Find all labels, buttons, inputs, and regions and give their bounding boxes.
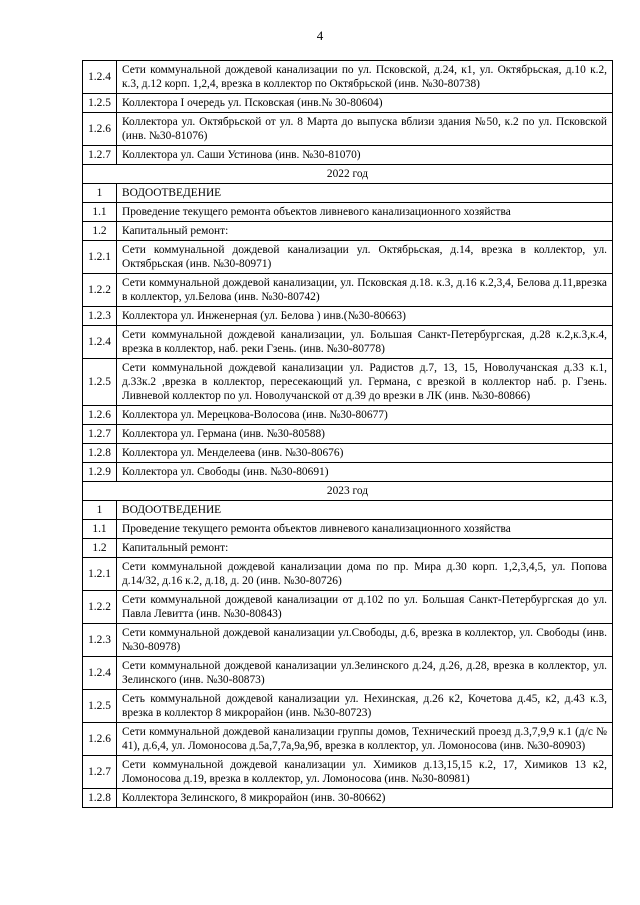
year-heading: 2023 год <box>83 482 613 501</box>
item-number: 1.2.5 <box>83 359 117 406</box>
item-description: Коллектора ул. Саши Устинова (инв. №30-81070) <box>117 146 613 165</box>
table-body <box>83 61 613 808</box>
item-description: Сети коммунальной дождевой канализации группы домов, Технический проезд д.3,7,9,9 к.1 (д/с № 41), д.6,4, ул. Ломоносова д.5а,7,7а,9а,9б, врезка в коллектор, ул. Ломоносова (инв. №30-80903) <box>117 723 613 756</box>
year-row <box>83 482 613 501</box>
item-description: Сети коммунальной дождевой канализации ул. Октябрьская, д.14, врезка в коллектор, ул. Октябрьская (инв. №30-80971) <box>117 241 613 274</box>
item-number: 1.2.5 <box>83 94 117 113</box>
table-row <box>83 241 613 274</box>
table-row <box>83 657 613 690</box>
table-row <box>83 591 613 624</box>
item-number: 1 <box>83 501 117 520</box>
item-number: 1.2.4 <box>83 326 117 359</box>
item-number: 1.2.7 <box>83 146 117 165</box>
item-description: Коллектора ул. Октябрьской от ул. 8 Марта до выпуска вблизи здания №50, к.2 по ул. Псковской (инв. №30-81076) <box>117 113 613 146</box>
item-description: Коллектора ул. Германа (инв. №30-80588) <box>117 425 613 444</box>
item-description: Сети коммунальной дождевой канализации ул. Радистов д.7, 13, 15, Новолучанская д.33 к.1, д.33к.2 ,врезка в коллектор, пересекающий ул. Германа, с врезкой в коллектор наб. р. Гзень. Ливневой коллектор по ул. Новолучанской от д.39 до врезки в ЛК (инв. №30-80866) <box>117 359 613 406</box>
table-row <box>83 406 613 425</box>
works-table <box>82 60 613 808</box>
table-row <box>83 146 613 165</box>
item-description: Коллектора ул. Мерецкова-Волосова (инв. №30-80677) <box>117 406 613 425</box>
item-number: 1.2.5 <box>83 690 117 723</box>
page-number: 4 <box>316 28 324 43</box>
item-description: Сети коммунальной дождевой канализации, ул. Псковская д.18. к.3, д.16 к.2,3,4, Белова д.11,врезка в коллектор, ул.Белова (инв. №30-80742) <box>117 274 613 307</box>
table-row <box>83 425 613 444</box>
table-row <box>83 203 613 222</box>
item-description: Коллектора ул. Инженерная (ул. Белова ) инв.(№30-80663) <box>117 307 613 326</box>
table-row <box>83 463 613 482</box>
year-heading: 2022 год <box>83 165 613 184</box>
item-number: 1.2 <box>83 222 117 241</box>
item-number: 1.2.6 <box>83 113 117 146</box>
item-number: 1.1 <box>83 520 117 539</box>
table-row <box>83 520 613 539</box>
year-row <box>83 165 613 184</box>
item-description: Коллектора ул. Свободы (инв. №30-80691) <box>117 463 613 482</box>
item-description: Капитальный ремонт: <box>117 222 613 241</box>
table-row <box>83 326 613 359</box>
item-description: Сети коммунальной дождевой канализации ул.Зелинского д.24, д.26, д.28, врезка в коллектор, ул. Зелинского (инв. №30-80873) <box>117 657 613 690</box>
item-number: 1.2.6 <box>83 723 117 756</box>
item-description: Сети коммунальной дождевой канализации, ул. Большая Санкт-Петербургская, д.28 к.2,к.3,к.4, врезка в коллектор, наб. реки Гзень. (инв. №30-80778) <box>117 326 613 359</box>
item-description: Сеть коммунальной дождевой канализации ул. Нехинская, д.26 к2, Кочетова д.45, к2, д.43 к.3, врезка в коллектор 8 микрорайон (инв. №30-80723) <box>117 690 613 723</box>
table-row <box>83 184 613 203</box>
item-description: Коллектора I очередь ул. Псковская (инв.№ 30-80604) <box>117 94 613 113</box>
item-number: 1 <box>83 184 117 203</box>
item-description: Проведение текущего ремонта объектов ливневого канализационного хозяйства <box>117 203 613 222</box>
table-row <box>83 558 613 591</box>
table-row <box>83 501 613 520</box>
item-number: 1.2.3 <box>83 624 117 657</box>
item-number: 1.2.4 <box>83 657 117 690</box>
table-row <box>83 274 613 307</box>
table-row <box>83 789 613 808</box>
item-number: 1.2.9 <box>83 463 117 482</box>
item-number: 1.2.7 <box>83 756 117 789</box>
table-row <box>83 624 613 657</box>
item-number: 1.2.7 <box>83 425 117 444</box>
item-description: ВОДООТВЕДЕНИЕ <box>117 501 613 520</box>
item-number: 1.1 <box>83 203 117 222</box>
item-description: Капитальный ремонт: <box>117 539 613 558</box>
table-row <box>83 539 613 558</box>
item-description: ВОДООТВЕДЕНИЕ <box>117 184 613 203</box>
item-number: 1.2 <box>83 539 117 558</box>
table-row <box>83 222 613 241</box>
item-number: 1.2.3 <box>83 307 117 326</box>
table-row <box>83 359 613 406</box>
item-number: 1.2.1 <box>83 241 117 274</box>
item-description: Сети коммунальной дождевой канализации от д.102 по ул. Большая Санкт-Петербургская до ул. Павла Левитта (инв. №30-80843) <box>117 591 613 624</box>
table-row <box>83 756 613 789</box>
table-row <box>83 61 613 94</box>
table-row <box>83 723 613 756</box>
table-row <box>83 444 613 463</box>
item-description: Сети коммунальной дождевой канализации по ул. Псковской, д.24, к1, ул. Октябрьская, д.10 к.2, к.3, д.12 корп. 1,2,4, врезка в коллектор по Октябрьской (инв. №30-80738) <box>117 61 613 94</box>
item-number: 1.2.8 <box>83 789 117 808</box>
item-description: Сети коммунальной дождевой канализации дома по пр. Мира д.30 корп. 1,2,3,4,5, ул. Попова д.14/32, д.16 к.2, д.18, д. 20 (инв. №30-80726) <box>117 558 613 591</box>
item-description: Коллектора ул. Менделеева (инв. №30-80676) <box>117 444 613 463</box>
table-row <box>83 113 613 146</box>
item-description: Сети коммунальной дождевой канализации ул.Свободы, д.6, врезка в коллектор, ул. Свободы (инв. №30-80978) <box>117 624 613 657</box>
item-description: Проведение текущего ремонта объектов ливневого канализационного хозяйства <box>117 520 613 539</box>
item-number: 1.2.6 <box>83 406 117 425</box>
item-description: Сети коммунальной дождевой канализации ул. Химиков д.13,15,15 к.2, 17, Химиков 13 к2, Ломоносова д.19, врезка в коллектор, ул. Ломоносова (инв. №30-80981) <box>117 756 613 789</box>
item-number: 1.2.4 <box>83 61 117 94</box>
table-row <box>83 690 613 723</box>
item-number: 1.2.1 <box>83 558 117 591</box>
table-row <box>83 94 613 113</box>
item-number: 1.2.8 <box>83 444 117 463</box>
item-number: 1.2.2 <box>83 274 117 307</box>
item-description: Коллектора Зелинского, 8 микрорайон (инв. 30-80662) <box>117 789 613 808</box>
item-number: 1.2.2 <box>83 591 117 624</box>
table-row <box>83 307 613 326</box>
